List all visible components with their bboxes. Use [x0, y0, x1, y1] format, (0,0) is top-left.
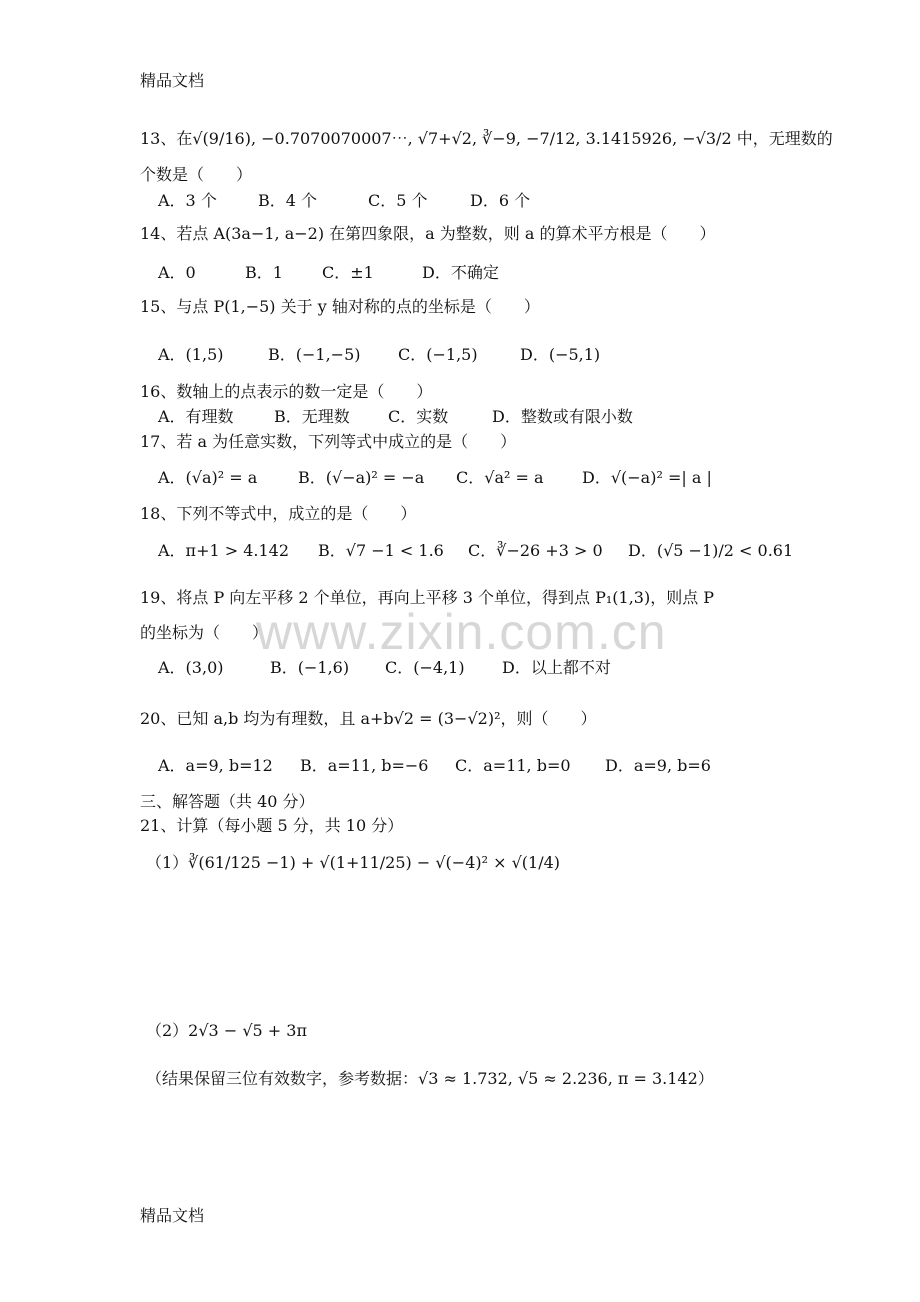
q19-option-c: C．(−4,1): [385, 658, 465, 677]
question-21-note: （结果保留三位有效数字，参考数据：√3 ≈ 1.732, √5 ≈ 2.236, π = 3.142）: [146, 1069, 714, 1088]
q19-option-d: D．以上都不对: [502, 658, 611, 677]
question-21-title: 21、计算（每小题 5 分，共 10 分）: [140, 816, 404, 835]
section-heading: 三、解答题（共 40 分）: [140, 792, 315, 811]
q19-option-b: B．(−1,6): [270, 658, 350, 677]
q18-option-b: B．√7 −1 < 1.6: [318, 541, 444, 560]
question-19-stem: 19、将点 P 向左平移 2 个单位，再向上平移 3 个单位，得到点 P₁(1,3)，则点 P: [140, 588, 715, 607]
question-20-stem: 20、已知 a,b 均为有理数，且 a+b√2 = (3−√2)²，则（ ）: [140, 709, 597, 728]
q14-option-d: D．不确定: [422, 263, 499, 282]
q17-option-d: D．√(−a)² =| a |: [582, 468, 712, 487]
page-footer: 精品文档: [140, 1206, 205, 1225]
question-21-part-1: （1）∛(61/125 −1) + √(1+11/25) − √(−4)² × √(1/4): [146, 853, 561, 872]
question-13-stem-cont: 个数是（ ）: [140, 165, 253, 184]
q20-option-c: C．a=11, b=0: [455, 756, 571, 775]
watermark: www.zixin.com.cn: [256, 604, 667, 660]
question-14-stem: 14、若点 A(3a−1, a−2) 在第四象限，a 为整数，则 a 的算术平方根是（ ）: [140, 224, 716, 243]
q13-option-a: A．3 个: [158, 191, 217, 210]
q15-option-a: A．(1,5): [158, 345, 224, 364]
q13-option-c: C．5 个: [368, 191, 428, 210]
question-21-part-2: （2）2√3 − √5 + 3π: [146, 1021, 307, 1040]
q16-option-b: B．无理数: [274, 407, 350, 426]
q20-option-a: A．a=9, b=12: [158, 756, 273, 775]
q14-option-c: C．±1: [322, 263, 374, 282]
q14-option-b: B．1: [245, 263, 283, 282]
q18-option-c: C．∛−26 +3 > 0: [468, 541, 603, 560]
q14-option-a: A．0: [158, 263, 196, 282]
q15-option-c: C．(−1,5): [398, 345, 478, 364]
q20-option-b: B．a=11, b=−6: [300, 756, 429, 775]
q16-option-d: D．整数或有限小数: [492, 407, 633, 426]
q17-option-c: C．√a² = a: [456, 468, 544, 487]
q16-option-a: A．有理数: [158, 407, 234, 426]
q17-option-a: A．(√a)² = a: [158, 468, 258, 487]
q16-option-c: C．实数: [388, 407, 449, 426]
q18-option-d: D．(√5 −1)/2 < 0.61: [628, 541, 794, 560]
question-15-stem: 15、与点 P(1,−5) 关于 y 轴对称的点的坐标是（ ）: [140, 297, 540, 316]
question-19-stem-cont: 的坐标为（ ）: [140, 623, 269, 642]
q20-option-d: D．a=9, b=6: [605, 756, 711, 775]
q17-option-b: B．(√−a)² = −a: [298, 468, 425, 487]
question-17-stem: 17、若 a 为任意实数，下列等式中成立的是（ ）: [140, 432, 517, 451]
q18-option-a: A．π+1 > 4.142: [158, 541, 290, 560]
q13-option-d: D．6 个: [470, 191, 531, 210]
q19-option-a: A．(3,0): [158, 658, 224, 677]
question-13-stem: 13、在√(9/16), −0.7070070007⋯, √7+√2, ∛−9, −7/12, 3.1415926, −√3/2 中，无理数的: [140, 129, 833, 148]
q13-option-b: B．4 个: [258, 191, 318, 210]
question-18-stem: 18、下列不等式中，成立的是（ ）: [140, 504, 417, 523]
q15-option-d: D．(−5,1): [520, 345, 601, 364]
q15-option-b: B．(−1,−5): [268, 345, 361, 364]
question-16-stem: 16、数轴上的点表示的数一定是（ ）: [140, 382, 433, 401]
page-header: 精品文档: [140, 71, 205, 90]
